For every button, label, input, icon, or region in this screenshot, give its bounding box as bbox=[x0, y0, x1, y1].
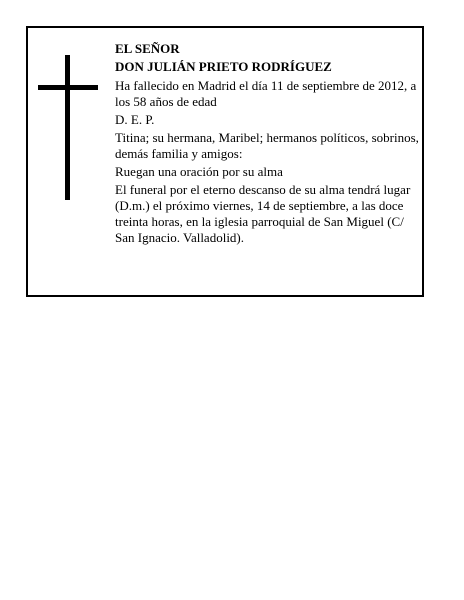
cross-horizontal-bar bbox=[38, 85, 98, 90]
notice-title: EL SEÑOR bbox=[115, 41, 180, 56]
deceased-name: DON JULIÁN PRIETO RODRÍGUEZ bbox=[115, 59, 332, 74]
obituary-notice bbox=[26, 26, 424, 297]
mourners-text: Titina; su hermana, Maribel; hermanos políticos, sobrinos, demás familia y amigos: bbox=[115, 130, 419, 161]
prayer-request: Ruegan una oración por su alma bbox=[115, 164, 283, 179]
cross-icon bbox=[38, 55, 98, 200]
funeral-details: El funeral por el eterno descanso de su alma tendrá lugar (D.m.) el próximo viernes, 14 de septiembre, a las doce treinta horas, en la iglesia parroquial de San Miguel (C/ San Ignacio. Valladolid). bbox=[115, 182, 411, 245]
rip-text: D. E. P. bbox=[115, 112, 155, 127]
death-info: Ha fallecido en Madrid el día 11 de septiembre de 2012, a los 58 años de edad bbox=[115, 78, 417, 109]
cross-vertical-bar bbox=[65, 55, 70, 200]
notice-text bbox=[115, 41, 423, 248]
